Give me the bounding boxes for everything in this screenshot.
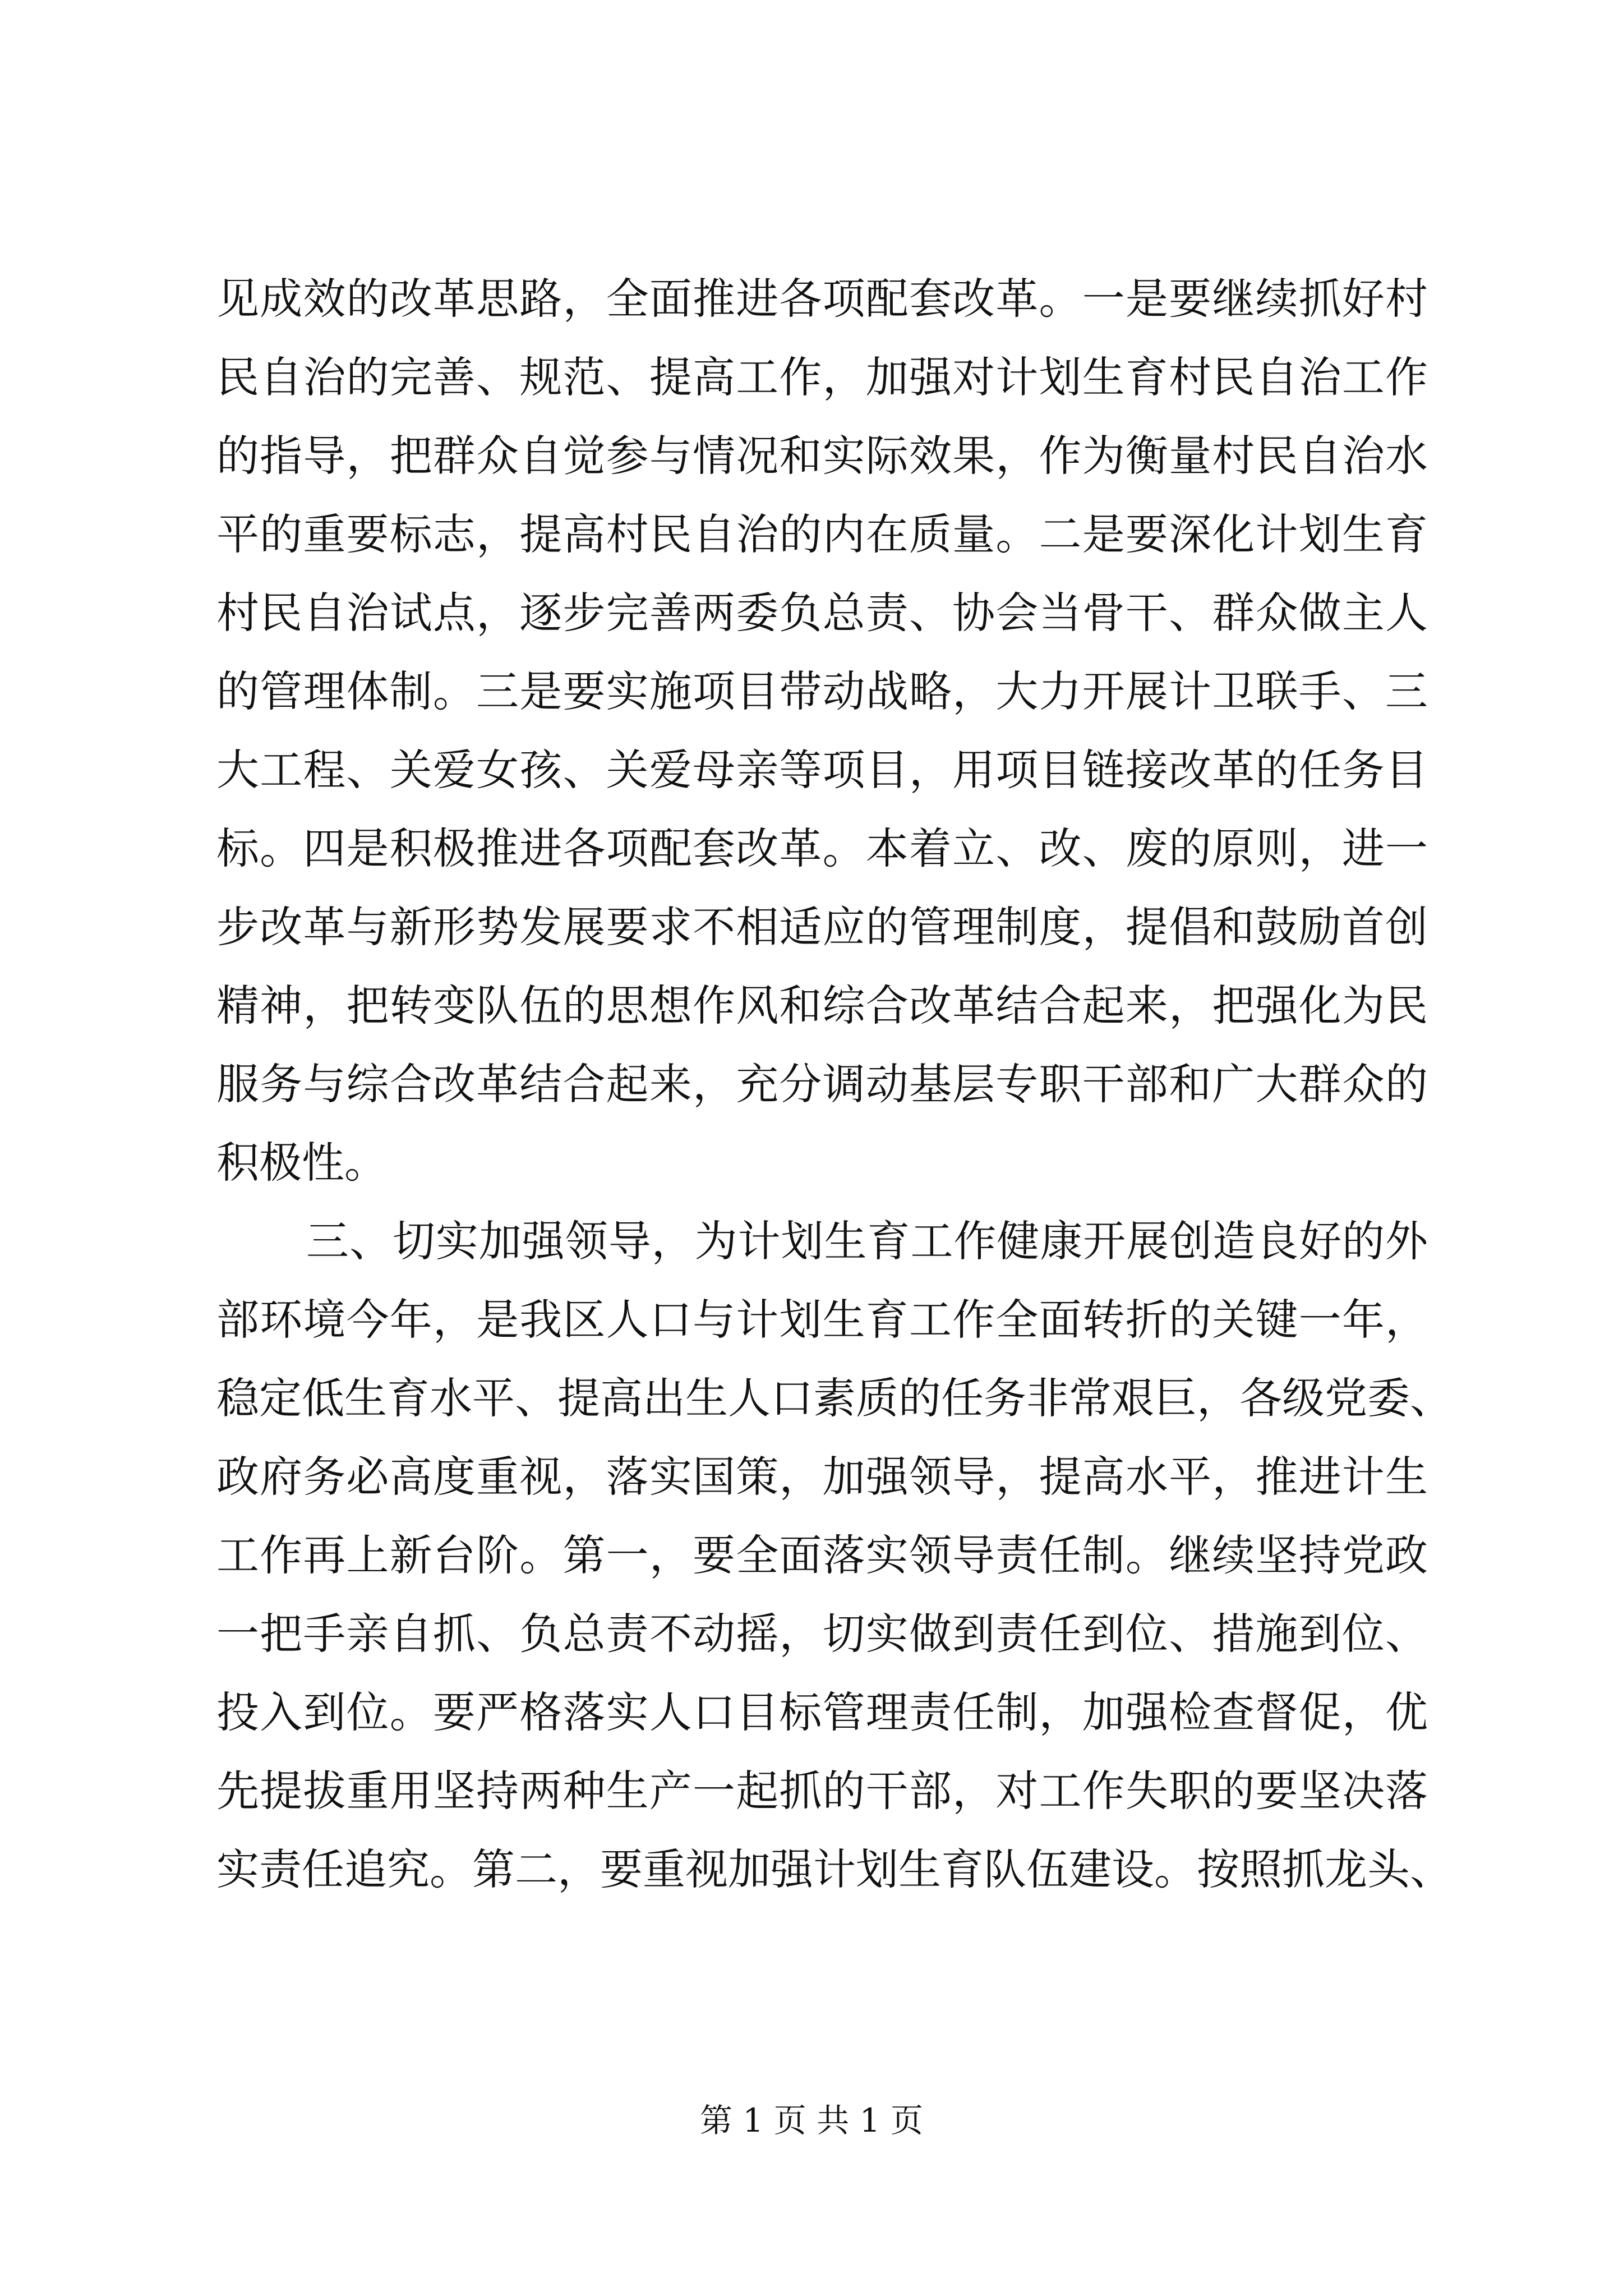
text-line-10: 精神，把转变队伍的思想作风和综合改革结合起来，把强化为民 xyxy=(216,981,1428,1030)
text-line-3: 的指导，把群众自觉参与情况和实际效果，作为衡量村民自治水 xyxy=(216,431,1428,481)
text-line-4: 平的重要标志，提高村民自治的内在质量。二是要深化计划生育 xyxy=(216,509,1428,559)
text-line-5: 村民自治试点，逐步完善两委负总责、协会当骨干、群众做主人 xyxy=(216,588,1428,638)
text-line-12: 积极性。 xyxy=(216,1138,387,1188)
text-line-13: 三、切实加强领导，为计划生育工作健康开展创造良好的外 xyxy=(306,1216,1428,1266)
text-line-16: 政府务必高度重视，落实国策，加强领导，提高水平，推进计生 xyxy=(216,1452,1428,1502)
text-line-8: 标。四是积极推进各项配套改革。本着立、改、废的原则，进一 xyxy=(216,823,1428,873)
text-line-2: 民自治的完善、规范、提高工作，加强对计划生育村民自治工作 xyxy=(216,352,1428,402)
text-line-14: 部环境今年，是我区人口与计划生育工作全面转折的关键一年， xyxy=(216,1295,1428,1345)
text-line-20: 先提拔重用坚持两种生产一起抓的干部，对工作失职的要坚决落 xyxy=(216,1766,1428,1816)
text-line-19: 投入到位。要严格落实人口目标管理责任制，加强检查督促，优 xyxy=(216,1687,1428,1737)
text-line-1: 见成效的改革思路，全面推进各项配套改革。一是要继续抓好村 xyxy=(216,274,1428,324)
page-footer: 第 1 页 共 1 页 xyxy=(700,2101,923,2139)
text-line-15: 稳定低生育水平、提高出生人口素质的任务非常艰巨，各级党委、 xyxy=(216,1373,1453,1423)
text-line-11: 服务与综合改革结合起来，充分调动基层专职干部和广大群众的 xyxy=(216,1059,1428,1109)
text-line-17: 工作再上新台阶。第一，要全面落实领导责任制。继续坚持党政 xyxy=(216,1530,1428,1580)
text-line-18: 一把手亲自抓、负总责不动摇，切实做到责任到位、措施到位、 xyxy=(216,1609,1428,1659)
text-line-21: 实责任追究。第二，要重视加强计划生育队伍建设。按照抓龙头、 xyxy=(216,1844,1453,1894)
text-line-6: 的管理体制。三是要实施项目带动战略，大力开展计卫联手、三 xyxy=(216,666,1428,716)
text-line-7: 大工程、关爱女孩、关爱母亲等项目，用项目链接改革的任务目 xyxy=(216,745,1428,795)
text-line-9: 步改革与新形势发展要求不相适应的管理制度，提倡和鼓励首创 xyxy=(216,902,1428,952)
